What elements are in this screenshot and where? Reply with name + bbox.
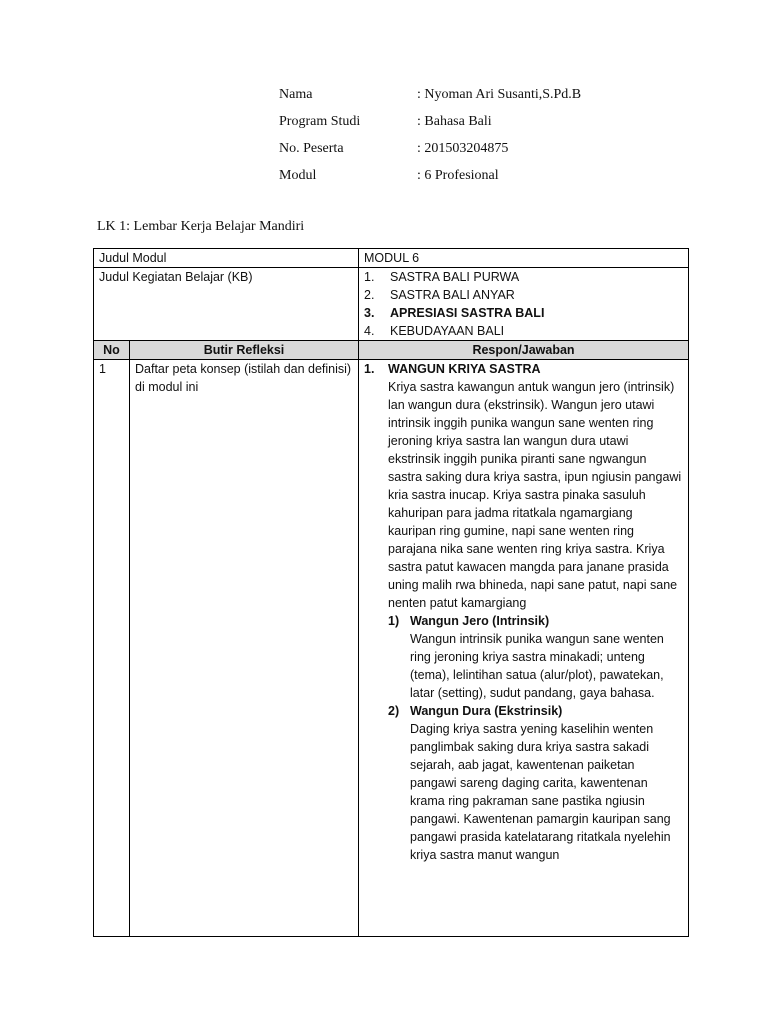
kb-item-text: KEBUDAYAAN BALI — [390, 324, 505, 338]
kb-item — [364, 286, 683, 304]
header-respon: Respon/Jawaban — [359, 341, 689, 360]
respon-item-title: WANGUN KRIYA SASTRA — [388, 362, 541, 376]
sub-item-ekstrinsik — [388, 702, 683, 864]
row1-no: 1 — [94, 360, 130, 937]
identity-block — [279, 87, 659, 195]
kb-item-text: SASTRA BALI PURWA — [390, 270, 520, 284]
kb-item — [364, 322, 683, 340]
kb-list — [364, 268, 683, 340]
judul-modul-value: MODUL 6 — [359, 249, 689, 268]
judul-modul-label: Judul Modul — [94, 249, 359, 268]
modul-value: : 6 Profesional — [417, 168, 499, 183]
sub-item-number: 1) — [388, 614, 400, 628]
respon-item — [364, 360, 683, 864]
header-no: No — [94, 341, 130, 360]
table-header-row — [94, 341, 689, 360]
identity-row-prodi — [279, 114, 659, 141]
kb-list-cell — [359, 268, 689, 341]
kb-item-number: 2. — [364, 288, 375, 302]
row-judul-kb — [94, 268, 689, 341]
judul-kb-label: Judul Kegiatan Belajar (KB) — [94, 268, 359, 341]
sub-item-title: Wangun Dura (Ekstrinsik) — [410, 704, 563, 718]
sub-item-number: 2) — [388, 704, 400, 718]
prodi-value: : Bahasa Bali — [417, 114, 492, 129]
respon-content — [364, 360, 683, 936]
prodi-label: Program Studi — [279, 114, 361, 129]
table-row — [94, 360, 689, 937]
kb-item — [364, 304, 683, 322]
worksheet-table — [93, 248, 689, 937]
header-butir: Butir Refleksi — [130, 341, 359, 360]
identity-row-peserta — [279, 141, 659, 168]
sub-item-text: Wangun intrinsik punika wangun sane wenten ring jeroning kriya sastra minakadi; unteng (tema), lelintihan satua (alur/plot), pawatekan, latar (setting), sudut pandang, gaya bahasa. — [410, 632, 664, 700]
identity-row-nama — [279, 87, 659, 114]
kb-item — [364, 268, 683, 286]
respon-item-paragraph: Kriya sastra kawangun antuk wangun jero (intrinsik) lan wangun dura (ekstrinsik). Wangun jero utawi intrinsik inggih punika wangun sane wenten ring jeroning kriya sastra lan wangun dura utawi ekstrinsik inggih punika piranti sane ngwangun sastra saking dura kriya sastra, ipun ngiusin pangawi kria sastra inucap. Kriya sastra pinaka sasuluh kahuripan para jadma ritatkala ngamargiang kauripan ring gumine, napi sane wenten ring parajana nika sane wenten ring kriya sastra. Kriya sastra patut kawacen mangda para janane prasida uning malih rwa bhineda, napi sane patut, napi sane nenten patut kamargiang — [388, 380, 682, 610]
kb-item-text: APRESIASI SASTRA BALI — [390, 306, 545, 320]
nama-label: Nama — [279, 87, 313, 102]
row-judul-modul — [94, 249, 689, 268]
peserta-value: : 201503204875 — [417, 141, 509, 156]
identity-row-modul — [279, 168, 659, 195]
modul-label: Modul — [279, 168, 317, 183]
row1-respon — [359, 360, 689, 937]
kb-item-number: 1. — [364, 270, 375, 284]
sub-item-title: Wangun Jero (Intrinsik) — [410, 614, 550, 628]
nama-value: : Nyoman Ari Susanti,S.Pd.B — [417, 87, 582, 102]
kb-item-number: 3. — [364, 306, 375, 320]
row1-butir: Daftar peta konsep (istilah dan definisi) di modul ini — [130, 360, 359, 937]
sub-item-text: Daging kriya sastra yening kaselihin wenten panglimbak saking dura kriya sastra sakadi sejarah, aab jagat, kawentenan paiketan pangawi sareng daging carita, kawentenan krama ring pakraman sane pastika ngiusin pangawi. Kawentenan pamargin kauripan sang pangawi prasida katelatarang ritatkala nyelehin kriya sastra manut wangun — [410, 722, 671, 862]
respon-item-number: 1. — [364, 362, 375, 376]
kb-item-text: SASTRA BALI ANYAR — [390, 288, 515, 302]
sub-item-intrinsik — [388, 612, 683, 702]
kb-item-number: 4. — [364, 324, 375, 338]
lk-title: LK 1: Lembar Kerja Belajar Mandiri — [97, 219, 305, 234]
peserta-label: No. Peserta — [279, 141, 344, 156]
